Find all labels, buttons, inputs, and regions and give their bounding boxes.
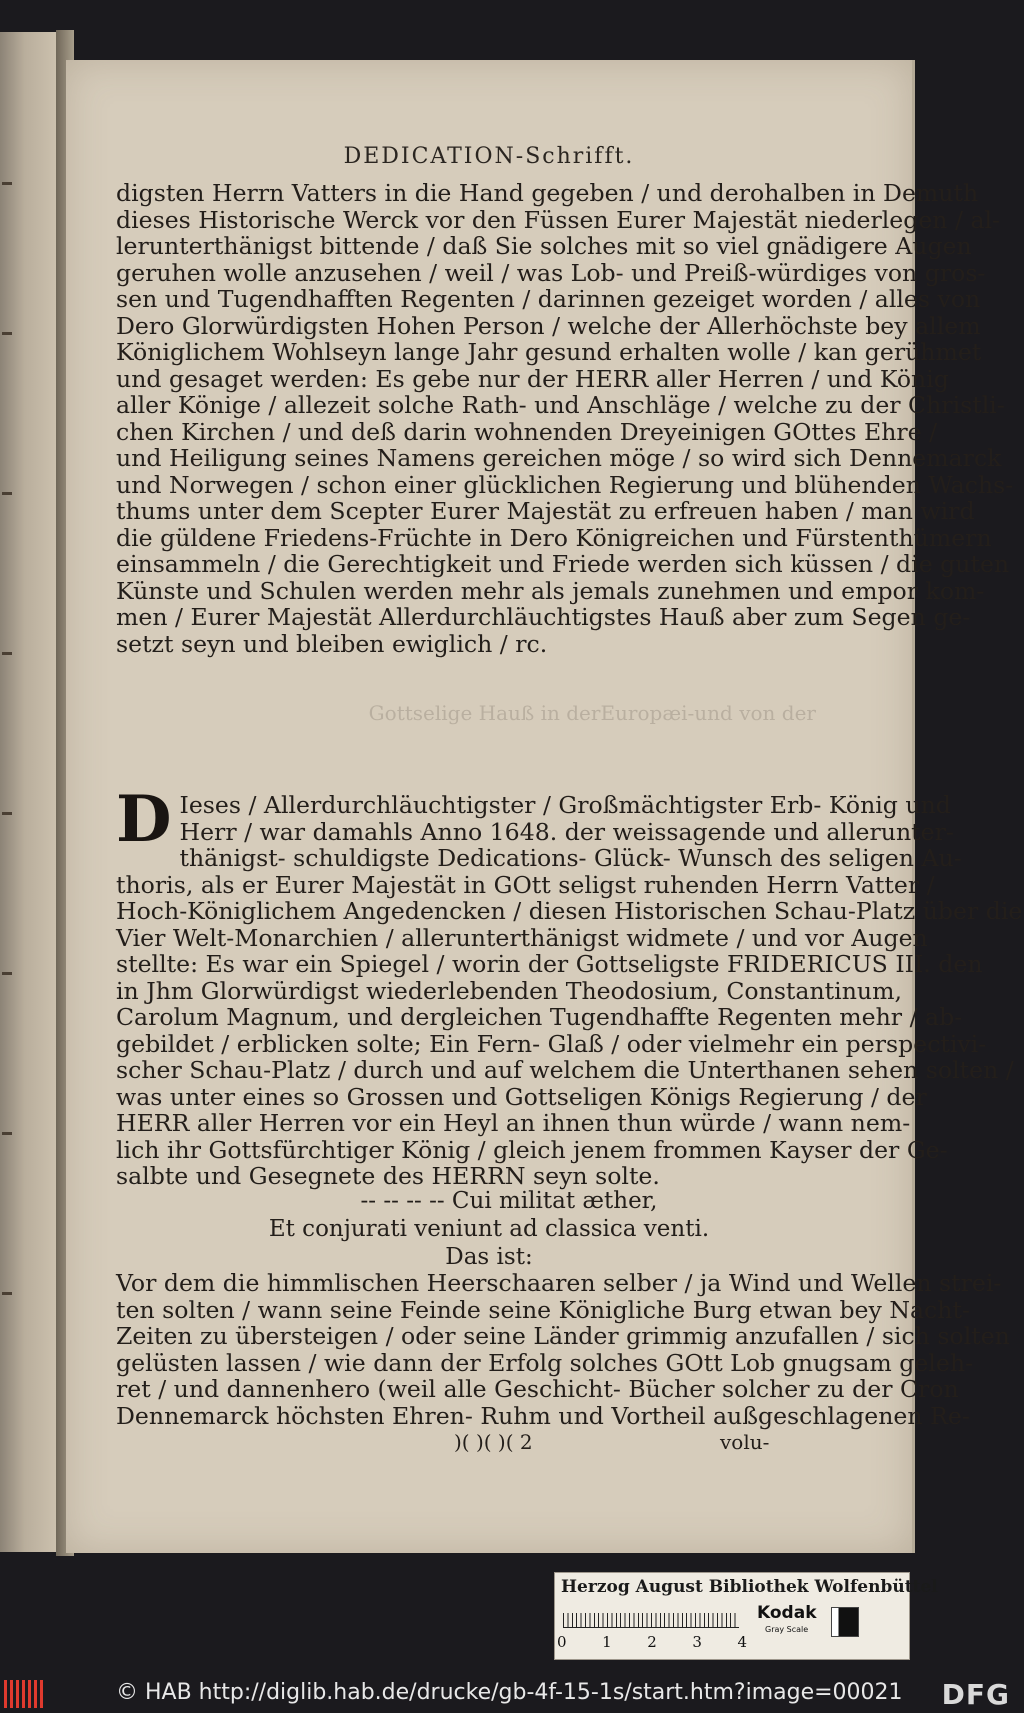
text-line: was unter eines so Grossen und Gottseligen Königs Regierung / der [116,1082,927,1111]
scale-number: 1 [602,1633,612,1651]
text-line: ret / und dannenhero (weil alle Geschicht- Bücher solcher zu der Cron [116,1375,959,1403]
text-line: Ieses / Allerdurchläuchtigster / Großmächtigster Erb- König und [179,791,951,819]
footer-bar [0,1674,1024,1713]
scale-number: 3 [692,1633,702,1651]
text-line: Dennemarck höchsten Ehren- Ruhm und Vortheil außgeschlagenen Re- [116,1401,970,1430]
text-line: einsammeln / die Gerechtigkeit und Friede werden sich küssen / die guten [116,550,1010,578]
catchword: volu- [720,1430,770,1454]
library-name: Herzog August Bibliothek Wolfenbüttel [561,1577,938,1597]
text-line: digsten Herrn Vatters in die Hand gegeben / und derohalben in Demuth [116,179,979,207]
latin-verse-line-1: -- -- -- -- Cui militat æther, [360,1188,658,1214]
text-line: Zeiten zu übersteigen / oder seine Länder grimmig anzufallen / sich solten [116,1322,1010,1350]
text-line: ten solten / wann seine Feinde seine Königliche Burg etwan bey Nacht- [116,1295,970,1324]
text-line: thums unter dem Scepter Eurer Majestät zu erfreuen haben / man wird [116,497,975,525]
text-line: thänigst- schuldigste Dedications- Glück- Wunsch des seligen Au- [179,844,962,872]
text-line: sen und Tugendhafften Regenten / darinnen gezeiget worden / alles von [116,285,981,313]
dfg-logo: DFG [941,1678,1010,1711]
gray-scale-swatch [831,1607,859,1637]
scale-ruler [563,1605,739,1628]
signature-mark: )( )( )( 2 [454,1430,533,1454]
text-line: scher Schau-Platz / durch und auf welchem die Unterthanen sehen solten / [116,1056,1014,1084]
paragraph-1 [116,179,1014,658]
scale-number: 4 [737,1633,747,1651]
text-line: und Heiligung seines Namens gereichen möge / so wird sich Dennemarck [116,444,1002,472]
page-edge-mark [2,332,12,335]
text-line: men / Eurer Majestät Allerdurchläuchtigstes Hauß aber zum Segen ge- [116,603,971,631]
copyright-link[interactable]: © HAB http://diglib.hab.de/drucke/gb-4f-15-1s/start.htm?image=00021 [116,1680,903,1705]
text-line: und gesaget werden: Es gebe nur der HERR aller Herren / und König [116,364,949,393]
text-line: Vor dem die himmlischen Heerschaaren selber / ja Wind und Wellen strei- [116,1269,1002,1297]
text-line: lich ihr Gottsfürchtiger König / gleich jenem frommen Kayser der Ge- [116,1135,948,1164]
running-head: DEDICATION-Schrifft. [343,144,635,169]
text-line: Vier Welt-Monarchien / allerunterthänigst widmete / und vor Augen [116,923,928,952]
text-line: gebildet / erblicken solte; Ein Fern- Glaß / oder vielmehr ein perspectivi- [116,1029,987,1058]
text-line: Gottselige Hauß in der [368,701,601,725]
text-line: Carolum Magnum, und dergleichen Tugendhaffte Regenten mehr / ab- [116,1003,963,1031]
text-line: thoris, als er Eurer Majestät in GOtt seligst ruhenden Herrn Vatter / [116,870,935,899]
latin-verse-line-2: Et conjurati veniunt ad classica venti. [268,1216,710,1242]
page-edge-mark [2,492,12,495]
text-line: chen Kirchen / und deß darin wohnenden Dreyeinigen GOttes Ehre / [116,417,938,446]
text-line: dieses Historische Werck vor den Füssen Eurer Majestät niederlegen / al- [116,205,1001,234]
text-line: Europæi- [600,701,695,725]
scale-number: 2 [647,1633,657,1651]
text-line: Künste und Schulen werden mehr als jemals zunehmen und empor kom- [116,576,985,605]
text-line: salbte und Gesegnete des HERRN seyn solte. [116,1162,660,1190]
text-line: gelüsten lassen / wie dann der Erfolg solches GOtt Lob gnugsam geleh- [116,1348,974,1377]
page-edge-mark [2,812,12,815]
text-line: geruhen wolle anzusehen / weil / was Lob- und Preiß-würdiges von gros- [116,258,986,287]
hab-barcode-icon [4,1680,44,1708]
text-line: Dero Glorwürdigsten Hohen Person / welche der Allerhöchste bey allem [116,311,981,340]
page-edge-mark [2,1292,12,1295]
drop-cap: D [116,782,172,857]
scale-numbers [557,1633,747,1651]
translation-heading: Das ist: [445,1244,533,1270]
text-line: Herr / war damahls Anno 1648. der weissagende und allerunter- [179,817,954,846]
page-edge-mark [2,972,12,975]
gray-scale-caption: Gray Scale [765,1625,809,1634]
kodak-brand: Kodak [757,1603,817,1623]
text-line: und von der [694,701,816,725]
scale-number: 0 [557,1633,567,1651]
paragraph-2 [116,782,1023,1190]
library-color-label [554,1572,938,1660]
bleed-through-text [126,702,816,772]
text-line: die güldene Friedens-Früchte in Dero Königreichen und Fürstenthümern [116,523,992,552]
text-line: stellte: Es war ein Spiegel / worin der Gottseligste FRIDERICUS III. den [116,950,983,978]
page-edge-mark [2,182,12,185]
text-line: HERR aller Herren vor ein Heyl an ihnen thun würde / wann nem- [116,1109,911,1137]
paragraph-3 [116,1269,1010,1430]
previous-page-edge [0,32,62,1552]
text-line: und Norwegen / schon einer glücklichen Regierung und blühenden Wachs- [116,470,1014,499]
text-line: lerunterthänigst bittende / daß Sie solches mit so viel gnädigere Augen [116,232,972,260]
text-line: Königlichem Wohlseyn lange Jahr gesund erhalten wolle / kan gerühmet [116,338,982,366]
page-edge-mark [2,652,12,655]
text-line: setzt seyn und bleiben ewiglich / rc. [116,629,548,658]
document-page [66,60,1023,1553]
text-line: aller Könige / allezeit solche Rath- und Anschläge / welche zu der Christli- [116,391,1005,419]
text-line: Hoch-Königlichem Angedencken / diesen Historischen Schau-Platz über die [116,897,1023,925]
page-edge-mark [2,1132,12,1135]
text-line: in Jhm Glorwürdigst wiederlebenden Theodosium, Constantinum, [116,976,902,1005]
